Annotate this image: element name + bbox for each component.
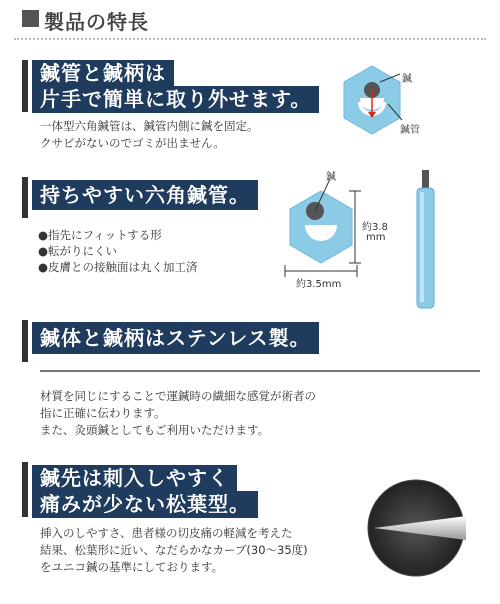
needle-label-2: 鍼 bbox=[326, 172, 336, 183]
section1-title-line2: 片手で簡単に取り外せます。 bbox=[32, 86, 319, 113]
needle-product-image bbox=[405, 170, 445, 310]
section1-accent-bar bbox=[22, 60, 28, 112]
tube-label-1: 鍼管 bbox=[400, 125, 420, 136]
height-label: 約3.8 bbox=[362, 222, 388, 233]
section2-bullet1: ●指先にフィットする形 bbox=[38, 228, 162, 242]
section3-body-line3: また、灸頭鍼としてもご利用いただけます。 bbox=[40, 423, 270, 437]
page-title: 製品の特長 bbox=[44, 10, 149, 34]
section4-title-line1: 鍼先は刺入しやすく bbox=[32, 465, 237, 492]
section3-body-line2: 指に正確に伝わります。 bbox=[40, 406, 166, 420]
section1-title-line1: 鍼管と鍼柄は bbox=[32, 60, 174, 87]
section2-accent-bar bbox=[22, 177, 28, 218]
width-label: 約3.5mm bbox=[296, 279, 342, 290]
needle-tip-magnified bbox=[366, 478, 466, 578]
section4-body-line3: をユニコ鍼の基準にしております。 bbox=[40, 560, 224, 574]
section4-title-line2: 痛みが少ない松葉型。 bbox=[32, 491, 258, 518]
section1-body-line1: 一体型六角鍼管は、鍼管内側に鍼を固定。 bbox=[40, 119, 259, 133]
section3-body-line1: 材質を同じにすることで運鍼時の繊細な感覚が術者の bbox=[40, 389, 316, 403]
needle-label-1: 鍼 bbox=[402, 74, 412, 85]
header-square-icon bbox=[22, 10, 39, 27]
section1-body-line2: クサビがないのでゴミが出ません。 bbox=[40, 136, 225, 150]
section4-accent-bar bbox=[22, 462, 28, 517]
needle-shaft-illustration bbox=[40, 368, 480, 374]
height-unit-label: mm bbox=[366, 232, 386, 243]
section3-title: 鍼体と鍼柄はステンレス製。 bbox=[32, 322, 319, 354]
section2-title: 持ちやすい六角鍼管。 bbox=[32, 180, 258, 210]
section4-body-line1: 挿入のしやすさ、患者様の切皮痛の軽減を考えた bbox=[40, 526, 293, 540]
section2-bullet2: ●転がりにくい bbox=[38, 244, 118, 258]
section3-accent-bar bbox=[22, 320, 28, 362]
section4-body-line2: 結果、松葉形に近い、なだらかなカーブ(30～35度) bbox=[40, 543, 308, 557]
header-divider bbox=[14, 38, 486, 40]
section2-bullet3: ●皮膚との接触面は丸く加工済 bbox=[38, 260, 198, 274]
